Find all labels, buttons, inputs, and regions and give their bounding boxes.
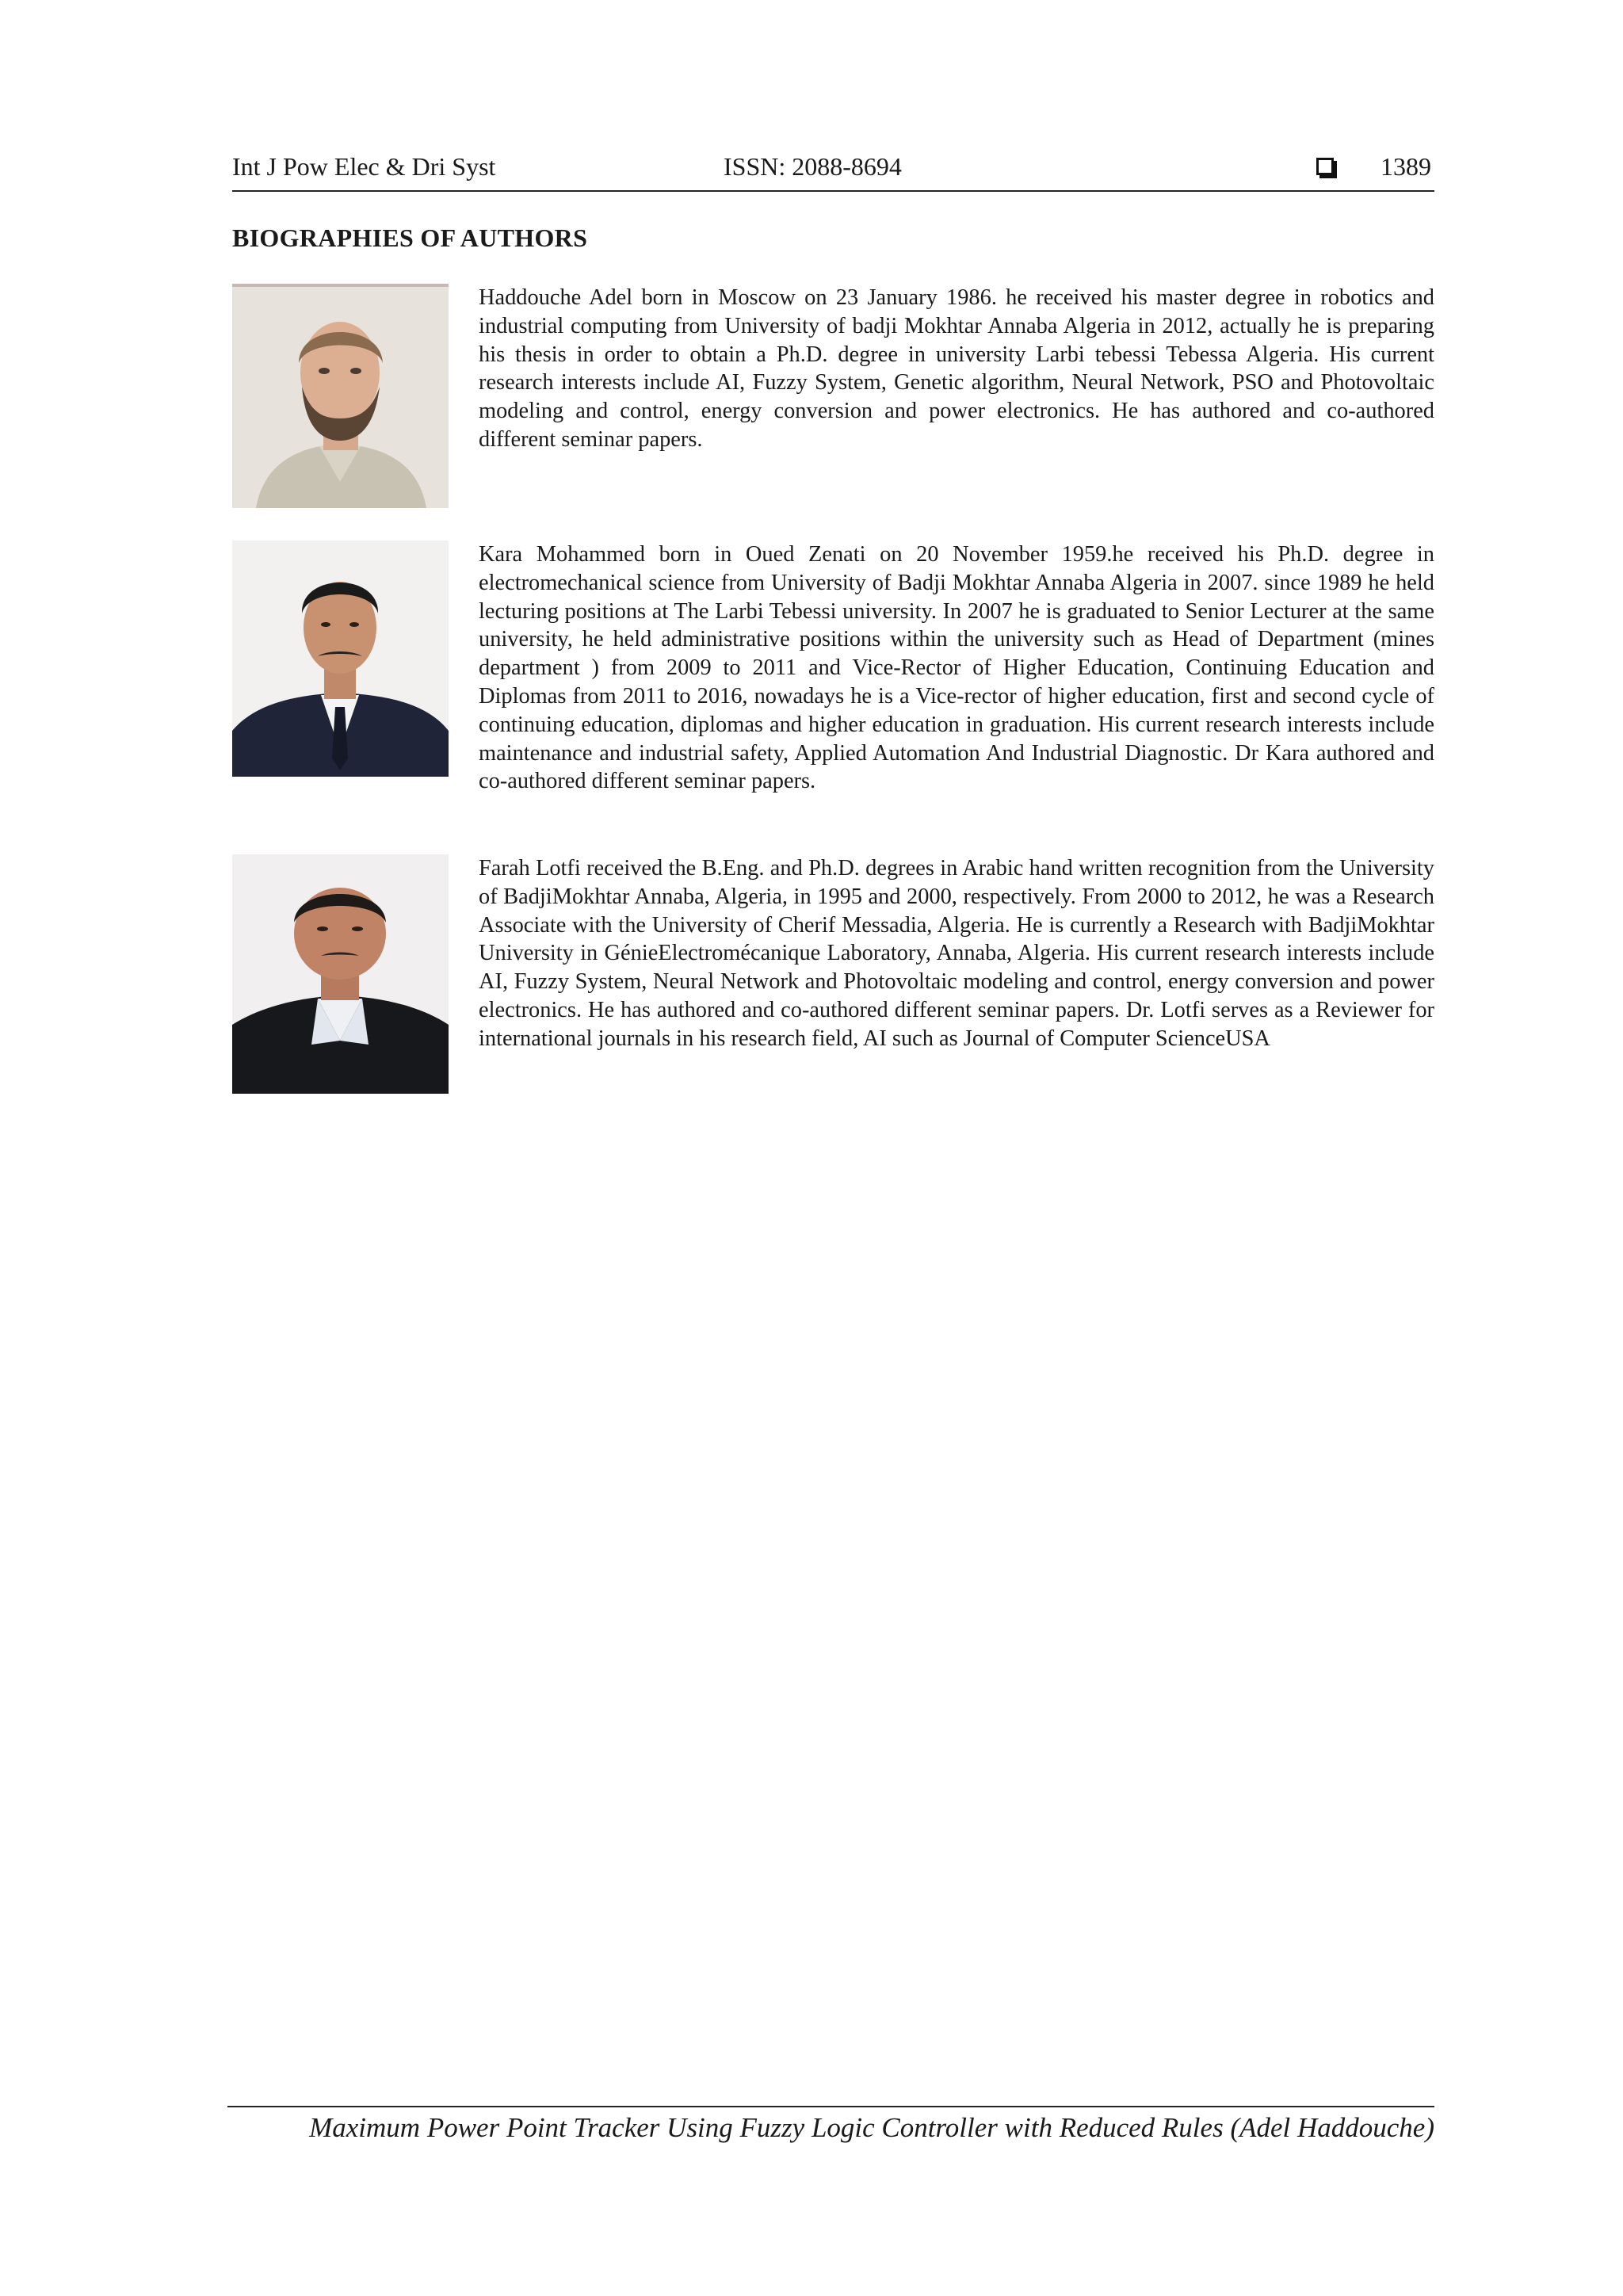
page-number: 1389	[1381, 152, 1431, 181]
journal-name: Int J Pow Elec & Dri Syst	[232, 152, 496, 181]
author-photo-3	[232, 854, 449, 1094]
author-bio-text-3: Farah Lotfi received the B.Eng. and Ph.D. degrees in Arabic hand written recognition from the University of BadjiMokhtar Annaba, Algeria, in 1995 and 2000, respectively. From 2000 to 2012, he was a Research Associate with the University of Cherif Messadia, Algeria. He is currently a Research with BadjiMokhtar University in GénieElectromécanique Laboratory, Annaba, Algeria. His current research interests include AI, Fuzzy System, Neural Network and Photovoltaic modeling and control, energy conversion and power electronics. He has authored and co-authored different seminar papers. Dr. Lotfi serves as a Reviewer for international journals in his research field, AI such as Journal of Computer ScienceUSA	[479, 856, 1434, 1051]
square-bullet-icon	[1316, 158, 1334, 175]
section-title: BIOGRAPHIES OF AUTHORS	[232, 223, 588, 252]
issn: ISSN: 2088-8694	[724, 152, 902, 181]
running-title: Maximum Power Point Tracker Using Fuzzy Logic Controller with Reduced Rules (Adel Haddouche)	[309, 2112, 1434, 2143]
page-header	[232, 152, 1434, 192]
author-bio-text-2: Kara Mohammed born in Oued Zenati on 20 November 1959.he received his Ph.D. degree in electromechanical science from University of Badji Mokhtar Annaba Algeria in 2007. since 1989 he held lecturing positions at The Larbi Tebessi university. In 2007 he is graduated to Senior Lecturer at the same university, he held administrative positions within the university such as Head of Department (mines department ) from 2009 to 2011 and Vice-Rector of Higher Education, Continuing Education and Diplomas from 2011 to 2016, nowadays he is a Vice-rector of higher education, first and second cycle of continuing education, diplomas and higher education in graduation. His current research interests include maintenance and industrial safety, Applied Automation And Industrial Diagnostic. Dr Kara authored and co-authored different seminar papers.	[479, 542, 1434, 794]
author-bio-text-1: Haddouche Adel born in Moscow on 23 January 1986. he received his master degree in robotics and industrial computing from University of badji Mokhtar Annaba Algeria in 2012, actually he is preparing his thesis in order to obtain a Ph.D. degree in university Larbi tebessi Tebessa Algeria. His current research interests include AI, Fuzzy System, Genetic algorithm, Neural Network, PSO and Photovoltaic modeling and control, energy conversion and power electronics. He has authored and co-authored different seminar papers.	[479, 285, 1434, 452]
author-photo-2	[232, 541, 449, 777]
author-photo-1	[232, 284, 449, 508]
page-footer	[227, 2106, 1434, 2144]
